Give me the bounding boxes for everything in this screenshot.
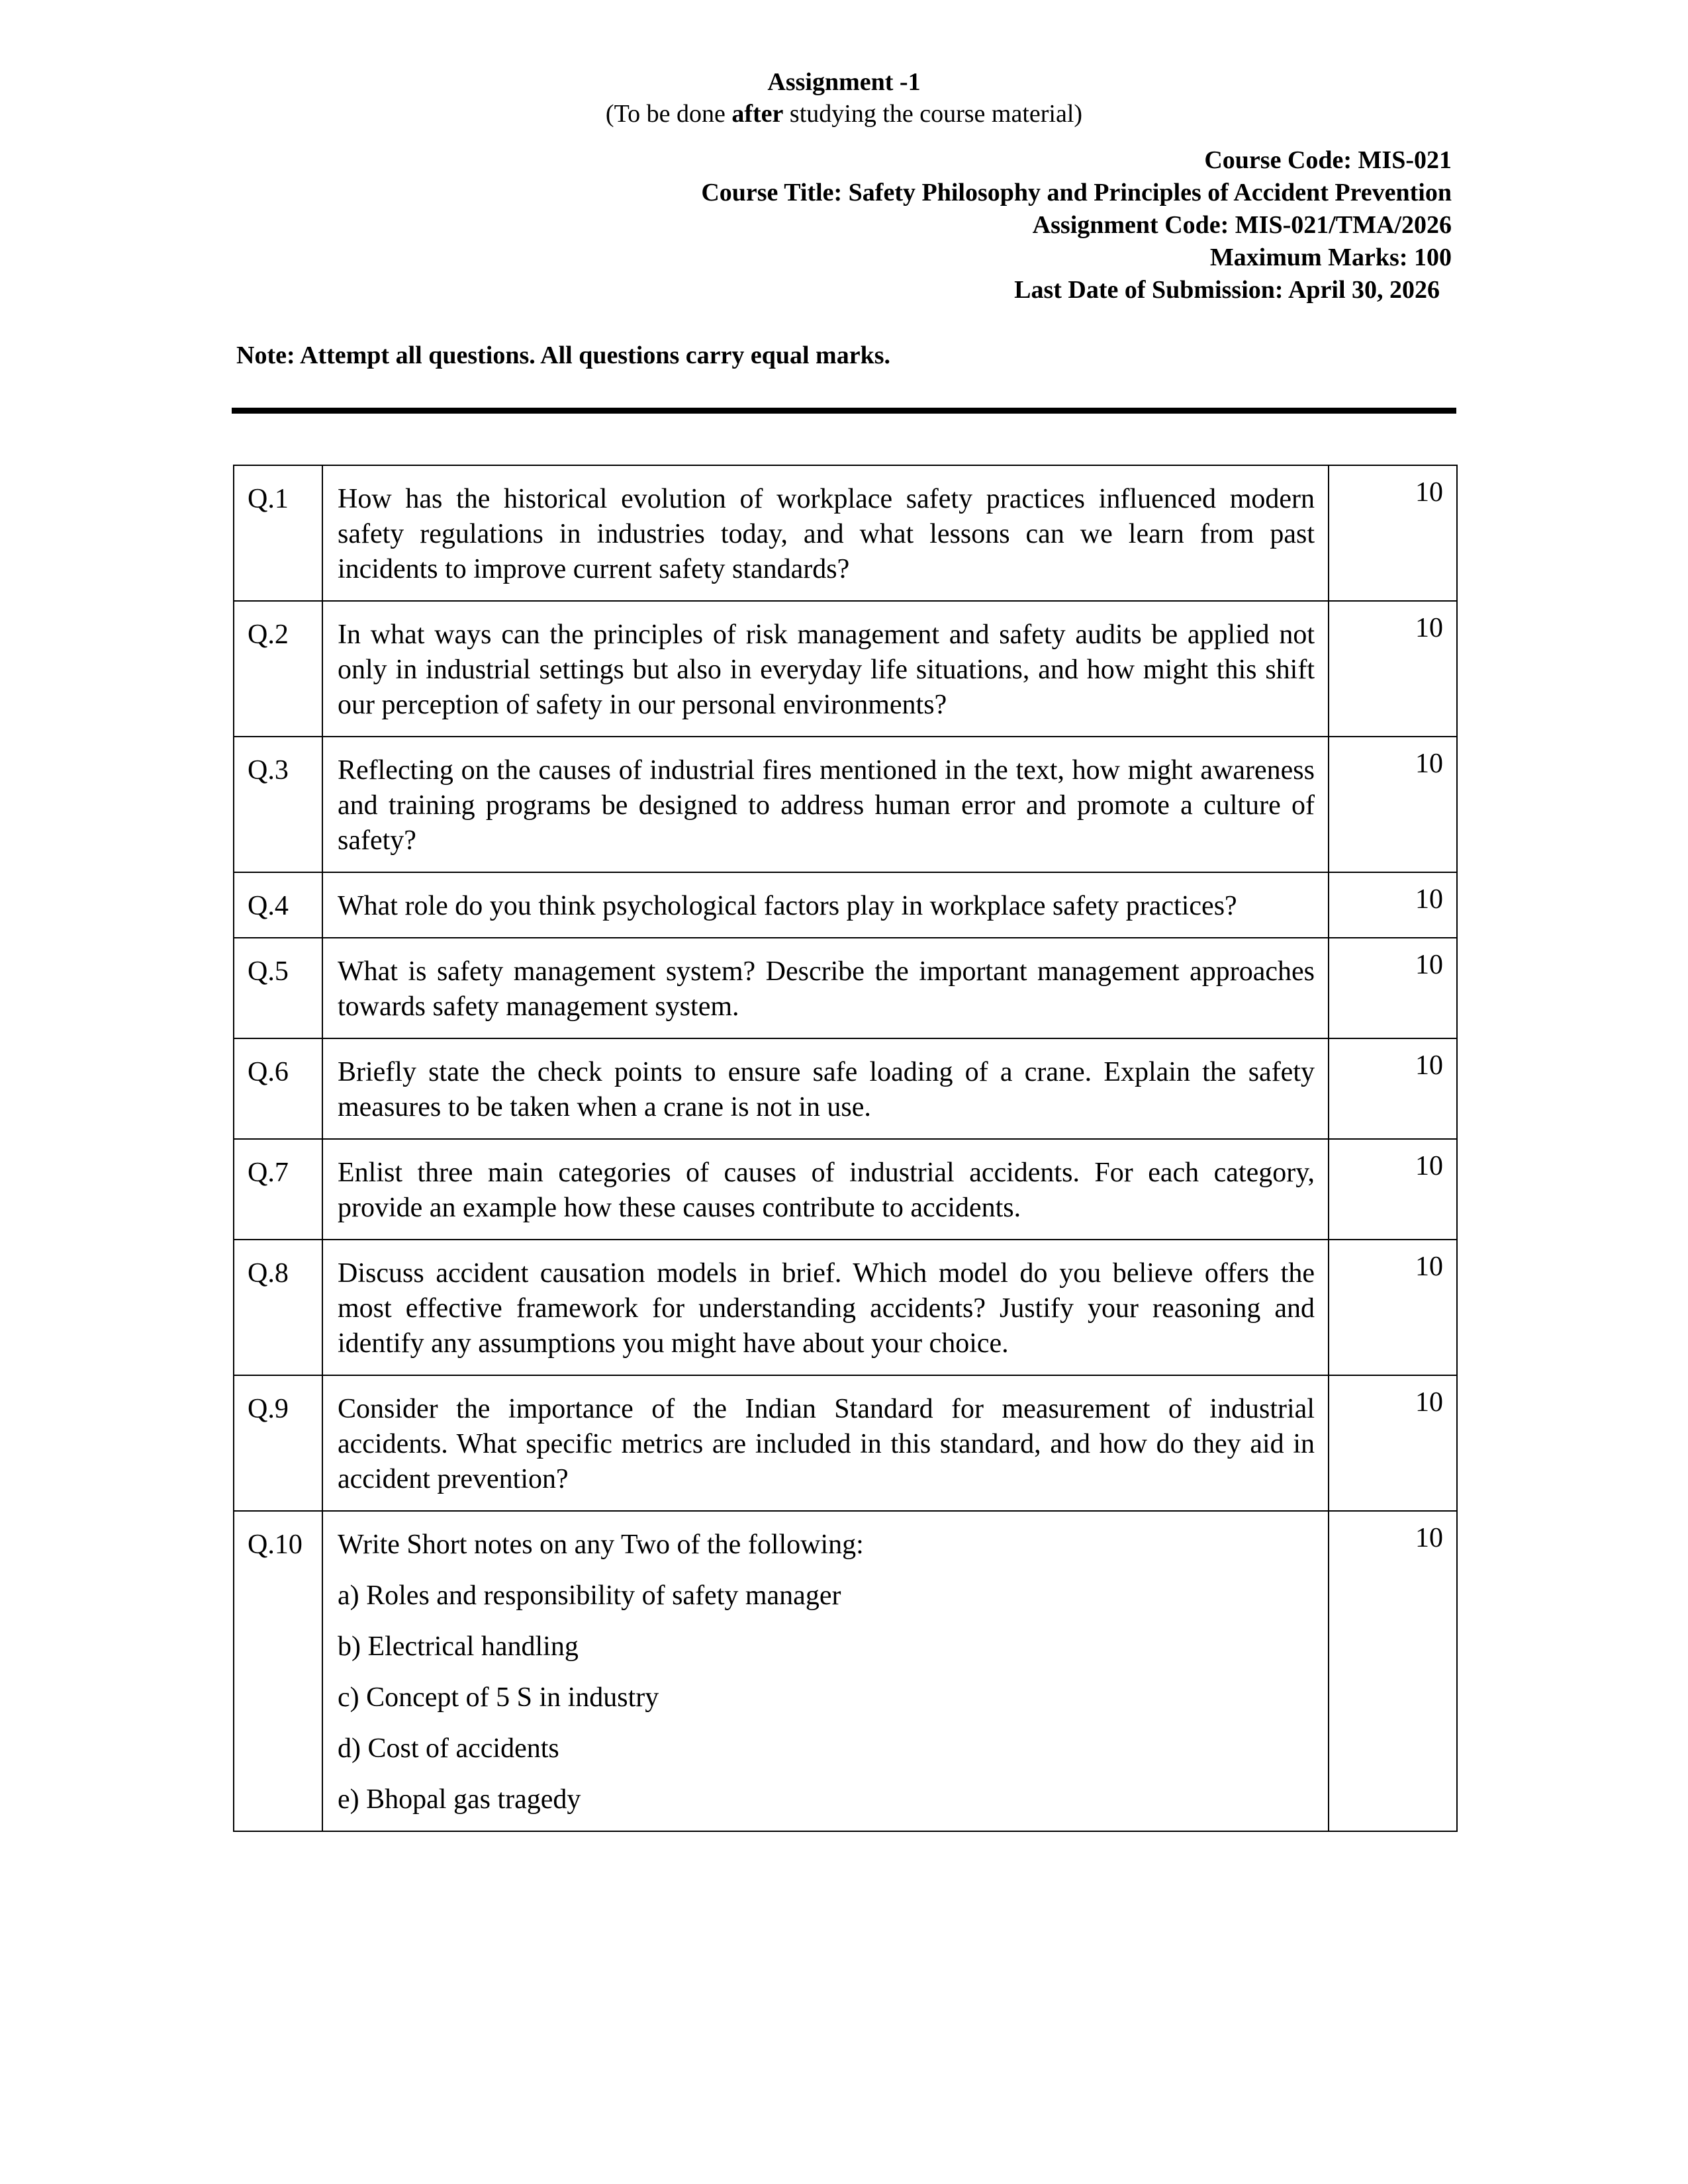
page-title: Assignment -1 [767, 68, 921, 96]
question-row [234, 872, 1457, 938]
question-marks: 10 [1329, 1511, 1457, 1831]
instructions-note: Note: Attempt all questions. All questions carry equal marks. [236, 341, 890, 369]
short-note-option: b) Electrical handling [338, 1631, 579, 1662]
question-text: Reflecting on the causes of industrial fires mentioned in the text, how might awareness and training programs be designed to address human error and promote a culture of safety? [322, 737, 1329, 872]
question-text: Consider the importance of the Indian Standard for measurement of industrial accidents. What specific metrics are included in this standard, and how do they aid in accident prevention? [322, 1375, 1329, 1511]
maximum-marks: Maximum Marks: 100 [1209, 244, 1452, 271]
question-row [234, 465, 1457, 601]
questions-table [233, 465, 1458, 1832]
question-row [234, 737, 1457, 872]
question-text-with-options [322, 1511, 1329, 1831]
question-marks: 10 [1329, 465, 1457, 601]
question-row [234, 1240, 1457, 1375]
question-number: Q.9 [234, 1375, 322, 1511]
course-title: Course Title: Safety Philosophy and Principles of Accident Prevention [701, 179, 1452, 206]
short-note-option: c) Concept of 5 S in industry [338, 1682, 659, 1713]
question-marks: 10 [1329, 938, 1457, 1038]
question-number: Q.4 [234, 872, 322, 938]
question-number: Q.6 [234, 1038, 322, 1139]
short-note-option: e) Bhopal gas tragedy [338, 1784, 581, 1815]
course-code: Course Code: MIS-021 [1204, 146, 1452, 174]
subtitle-emphasis: after [731, 100, 784, 128]
question-marks: 10 [1329, 1038, 1457, 1139]
question-number: Q.1 [234, 465, 322, 601]
question-text: What is safety management system? Describe the important management approaches towards safety management system. [322, 938, 1329, 1038]
course-meta [701, 144, 1452, 306]
question-text: Briefly state the check points to ensure safe loading of a crane. Explain the safety measures to be taken when a crane is not in use. [322, 1038, 1329, 1139]
assignment-code: Assignment Code: MIS-021/TMA/2026 [1032, 211, 1452, 239]
question-number: Q.5 [234, 938, 322, 1038]
question-number: Q.8 [234, 1240, 322, 1375]
page-subtitle [0, 98, 1688, 130]
question-number: Q.3 [234, 737, 322, 872]
question-number: Q.10 [234, 1511, 322, 1831]
question-text: Enlist three main categories of causes of industrial accidents. For each category, provide an example how these causes contribute to accidents. [322, 1139, 1329, 1240]
question-marks: 10 [1329, 737, 1457, 872]
question-number: Q.7 [234, 1139, 322, 1240]
question-marks: 10 [1329, 1375, 1457, 1511]
header-divider [232, 408, 1456, 414]
question-marks: 10 [1329, 872, 1457, 938]
subtitle-prefix: (To be done [605, 100, 732, 128]
question-text: Write Short notes on any Two of the following: [338, 1529, 864, 1560]
question-marks: 10 [1329, 1240, 1457, 1375]
question-row [234, 1139, 1457, 1240]
short-note-option: d) Cost of accidents [338, 1733, 559, 1764]
question-row [234, 1511, 1457, 1831]
question-row [234, 1038, 1457, 1139]
question-text: What role do you think psychological factors play in workplace safety practices? [322, 872, 1329, 938]
short-note-option: a) Roles and responsibility of safety manager [338, 1580, 841, 1611]
question-text: How has the historical evolution of workplace safety practices influenced modern safety regulations in industries today, and what lessons can we learn from past incidents to improve current safety standards? [322, 465, 1329, 601]
question-row [234, 938, 1457, 1038]
question-marks: 10 [1329, 1139, 1457, 1240]
question-row [234, 1375, 1457, 1511]
question-number: Q.2 [234, 601, 322, 737]
question-text: In what ways can the principles of risk management and safety audits be applied not only in industrial settings but also in everyday life situations, and how might this shift our perception of safety in our personal environments? [322, 601, 1329, 737]
question-marks: 10 [1329, 601, 1457, 737]
subtitle-suffix: studying the course material) [783, 100, 1083, 128]
question-row [234, 601, 1457, 737]
question-text: Discuss accident causation models in brief. Which model do you believe offers the most effective framework for understanding accidents? Justify your reasoning and identify any assumptions you might have about your choice. [322, 1240, 1329, 1375]
last-date: Last Date of Submission: April 30, 2026 [1014, 276, 1440, 304]
